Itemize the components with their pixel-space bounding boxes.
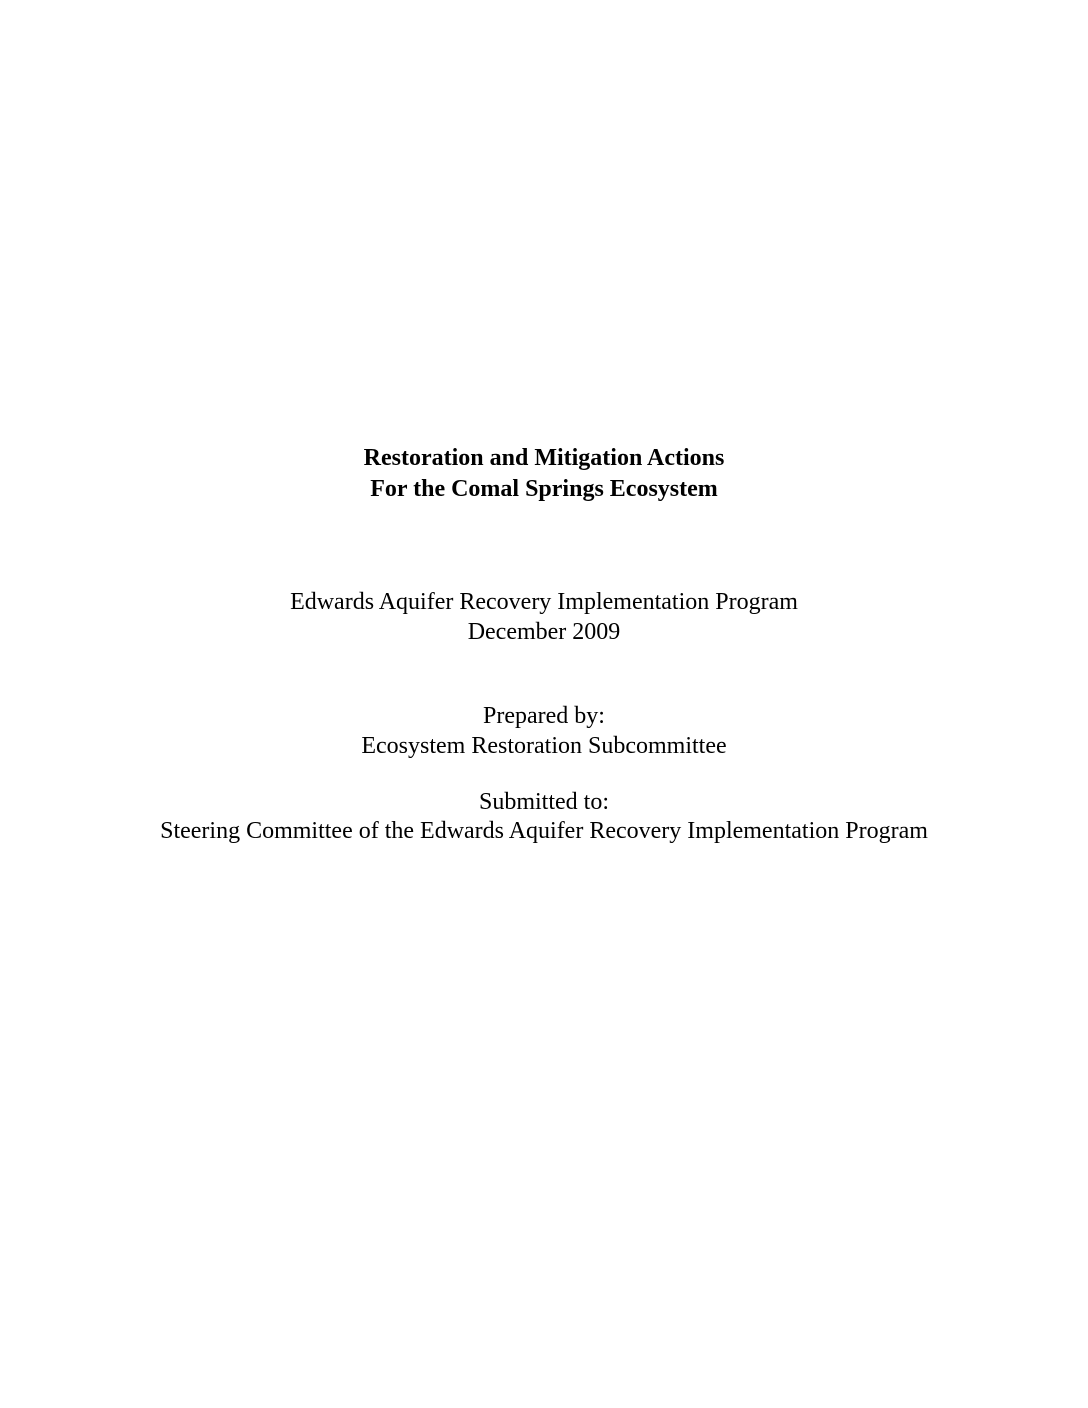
document-title-line-2: For the Comal Springs Ecosystem [370, 476, 718, 502]
program-name: Edwards Aquifer Recovery Implementation Program [290, 589, 798, 615]
submitted-to-label: Submitted to: [478, 789, 609, 815]
submitted-to-value: Steering Committee of the Edwards Aquifer Recovery Implementation Program [160, 818, 928, 844]
document-date: December 2009 [467, 619, 621, 645]
prepared-by-value: Ecosystem Restoration Subcommittee [361, 733, 727, 759]
document-title-line-1: Restoration and Mitigation Actions [363, 445, 725, 471]
prepared-by-label: Prepared by: [483, 703, 605, 729]
